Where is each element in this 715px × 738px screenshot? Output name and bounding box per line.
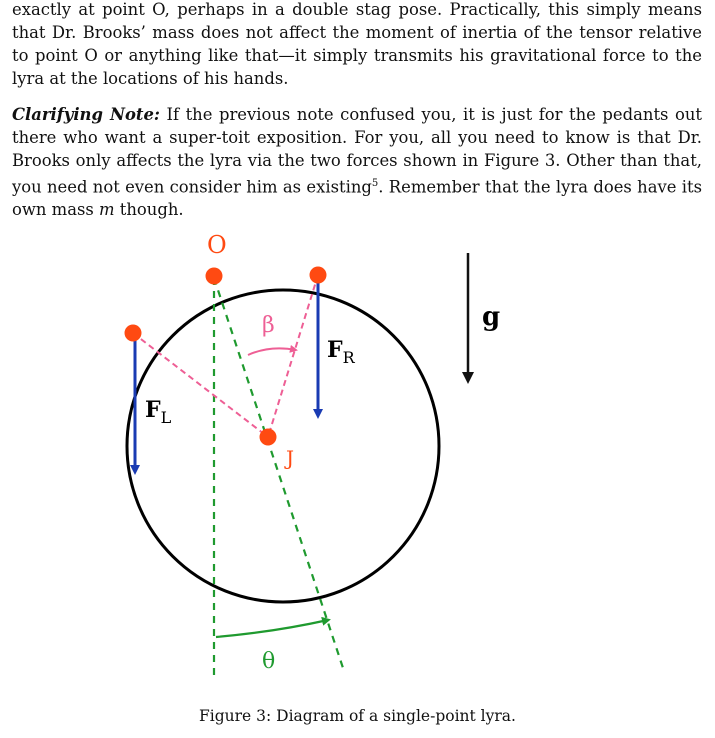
- label-theta: θ: [262, 649, 276, 674]
- lyra-axis-line: [214, 278, 343, 668]
- clarifying-note-label: Clarifying Note:: [12, 105, 160, 124]
- lyra-hoop: [127, 290, 439, 602]
- lyra-diagram: [0, 225, 715, 705]
- point-J-dot: [260, 429, 277, 446]
- figure-caption: Figure 3: Diagram of a single-point lyra.: [199, 707, 516, 725]
- label-J: J: [286, 446, 295, 470]
- label-g: g: [482, 302, 501, 332]
- label-beta: β: [262, 313, 275, 338]
- point-O-dot: [206, 268, 223, 285]
- label-O: O: [207, 231, 227, 259]
- label-force-right: $F_R$: [327, 337, 355, 367]
- clarifying-note-body: If the previous note confused you, it is just for the pedants out there who want a super-toit exposition. For you, all you need to know is that Dr. Brooks only affects the lyra via the two forces shown in Figure 3. Other than that, you need not even consider him as existing: [12, 105, 703, 197]
- right-hand-to-J-line: [268, 275, 318, 437]
- clarifying-note-end: though.: [114, 200, 184, 220]
- right-hand-dot: [310, 267, 327, 284]
- paragraph-continuation: exactly at point O, perhaps in a double stag pose. Practically, this simply means that Dr. Brooks’ mass does not affect the moment of inertia of the tensor relative to point O or anything like that—it simply transmits his gravitational force to the lyra at the locations of his hands.: [12, 0, 702, 88]
- theta-angle-arc: [216, 620, 328, 637]
- mass-symbol: m: [99, 200, 115, 220]
- clarifying-note-tail: . Remember that the lyra does have its own mass: [12, 177, 702, 220]
- left-hand-dot: [125, 325, 142, 342]
- paragraph-clarifying-note: [12, 103, 702, 221]
- beta-angle-arc: [248, 348, 296, 355]
- label-force-left: $F_L$: [145, 397, 172, 427]
- footnote-marker: 5: [371, 178, 379, 189]
